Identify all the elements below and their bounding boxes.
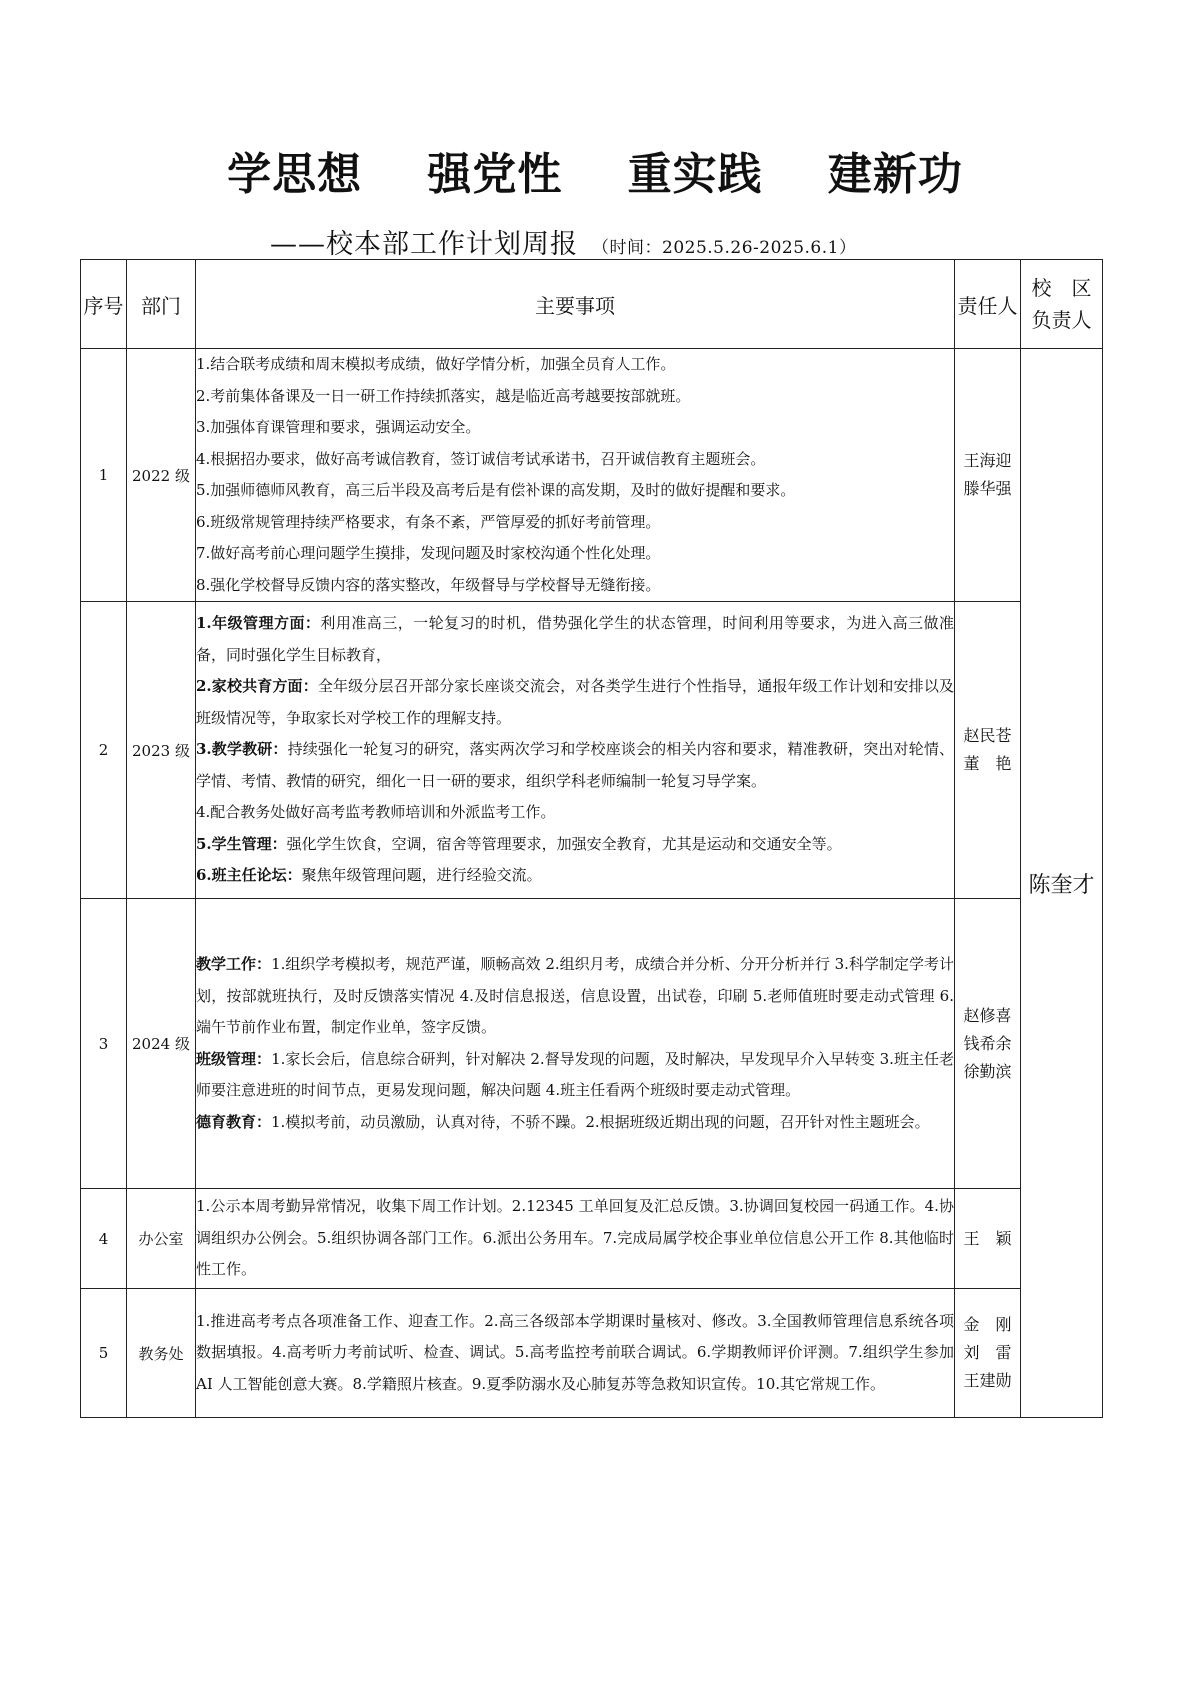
row-department: 2023 级	[127, 602, 196, 899]
list-item: 1.结合联考成绩和周末模拟考成绩，做好学情分析，加强全员育人工作。	[196, 355, 676, 373]
table-row	[81, 899, 1103, 1189]
list-item: 6.班级常规管理持续严格要求，有条不紊，严管厚爱的抓好考前管理。	[196, 512, 661, 531]
row-department: 教务处	[127, 1289, 196, 1418]
list-item: 班级管理：1.家长会后，信息综合研判，针对解决 2.督导发现的问题，及时解决，早发现早介入早转变 3.班主任老师要注意进班的时间节点，更易发现问题，解决问题 4.班主任看两个班级时要走动式管理。	[196, 1049, 954, 1099]
list-item: 1.推进高考考点各项准备工作、迎查工作。2.高三各级部本学期课时量核对、修改。3.全国教师管理信息系统各项数据填报。4.高考听力考前试听、检查、调试。5.高考监控考前联合调试。6.学期教师评价评测。7.组织学生参加 AI 人工智能创意大赛。8.学籍照片核查。9.夏季防溺水及心肺复苏等急救知识宣传。10.其它常规工作。	[196, 1311, 954, 1393]
row-number: 4	[81, 1189, 127, 1289]
row-items	[196, 349, 955, 602]
list-item: 德育教育：1.模拟考前，动员激励，认真对待，不骄不躁。2.根据班级近期出现的问题，召开针对性主题班会。	[196, 1112, 930, 1131]
list-item: 6.班主任论坛：聚焦年级管理问题，进行经验交流。	[196, 866, 542, 885]
row-responsible: 王海迎 滕华强	[955, 349, 1021, 602]
table-row	[81, 1189, 1103, 1289]
list-item: 5.学生管理：强化学生饮食，空调，宿舍等管理要求，加强安全教育，尤其是运动和交通安全等。	[196, 834, 842, 853]
col-header-campus-lead: 校 区 负责人	[1021, 260, 1103, 349]
row-responsible: 王 颖	[955, 1189, 1021, 1289]
list-item: 3.教学教研：持续强化一轮复习的研究，落实两次学习和学校座谈会的相关内容和要求，精准教研，突出对轮情、学情、考情、教情的研究，细化一日一研的要求，组织学科老师编制一轮复习导学案。	[196, 740, 954, 790]
list-item: 1.年级管理方面：利用准高三，一轮复习的时机，借势强化学生的状态管理，时间利用等要求，为进入高三做准备，同时强化学生目标教育，	[196, 614, 954, 664]
row-items	[196, 1189, 955, 1289]
col-header-department: 部门	[127, 260, 196, 349]
list-item: 4.根据招办要求，做好高考诚信教育，签订诚信考试承诺书，召开诚信教育主题班会。	[196, 449, 766, 468]
table-row	[81, 602, 1103, 899]
row-number: 1	[81, 349, 127, 602]
row-number: 5	[81, 1289, 127, 1418]
col-header-main-items: 主要事项	[196, 260, 955, 349]
report-period: （时间：2025.5.26-2025.6.1）	[592, 238, 857, 258]
table-header-row	[81, 260, 1103, 349]
page-title: 学思想 强党性 重实践 建新功	[227, 149, 963, 200]
row-responsible: 赵民苍 董 艳	[955, 602, 1021, 899]
row-items	[196, 602, 955, 899]
page-subtitle	[270, 222, 856, 261]
table-row	[81, 1289, 1103, 1418]
row-department: 2024 级	[127, 899, 196, 1189]
list-item: 5.加强师德师风教育，高三后半段及高考后是有偿补课的高发期，及时的做好提醒和要求。	[196, 481, 796, 499]
list-item: 4.配合教务处做好高考监考教师培训和外派监考工作。	[196, 803, 556, 822]
list-item: 8.强化学校督导反馈内容的落实整改，年级督导与学校督导无缝衔接。	[196, 575, 661, 594]
list-item: 2.家校共育方面：全年级分层召开部分家长座谈交流会，对各类学生进行个性指导，通报年级工作计划和安排以及班级情况等，争取家长对学校工作的理解支持。	[196, 677, 954, 727]
subtitle-text: ——校本部工作计划周报	[270, 229, 578, 260]
work-plan-table	[80, 259, 1103, 1418]
col-header-number: 序号	[81, 260, 127, 349]
table-row	[81, 349, 1103, 602]
row-department: 办公室	[127, 1189, 196, 1289]
col-header-responsible: 责任人	[955, 260, 1021, 349]
list-item: 3.加强体育课管理和要求，强调运动安全。	[196, 418, 481, 436]
row-number: 3	[81, 899, 127, 1189]
list-item: 1.公示本周考勤异常情况，收集下周工作计划。2.12345 工单回复及汇总反馈。3.协调回复校园一码通工作。4.协调组织办公例会。5.组织协调各部门工作。6.派出公务用车。7.完成局属学校企事业单位信息公开工作 8.其他临时性工作。	[196, 1197, 954, 1279]
row-number: 2	[81, 602, 127, 899]
list-item: 2.考前集体备课及一日一研工作持续抓落实，越是临近高考越要按部就班。	[196, 386, 691, 405]
row-department: 2022 级	[127, 349, 196, 602]
row-responsible: 金 刚 刘 雷 王建勋	[955, 1289, 1021, 1418]
list-item: 教学工作：1.组织学考模拟考，规范严谨，顺畅高效 2.组织月考，成绩合并分析、分开分析并行 3.科学制定学考计划，按部就班执行，及时反馈落实情况 4.及时信息报送，信息设置，出试卷，印刷 5.老师值班时要走动式管理 6.端午节前作业布置，制定作业单，签字反馈。	[196, 955, 954, 1036]
list-item: 7.做好高考前心理问题学生摸排，发现问题及时家校沟通个性化处理。	[196, 544, 661, 562]
campus-lead: 陈奎才	[1021, 349, 1103, 1418]
row-responsible: 赵修喜 钱希余 徐勤滨	[955, 899, 1021, 1189]
row-items	[196, 899, 955, 1189]
row-items	[196, 1289, 955, 1418]
